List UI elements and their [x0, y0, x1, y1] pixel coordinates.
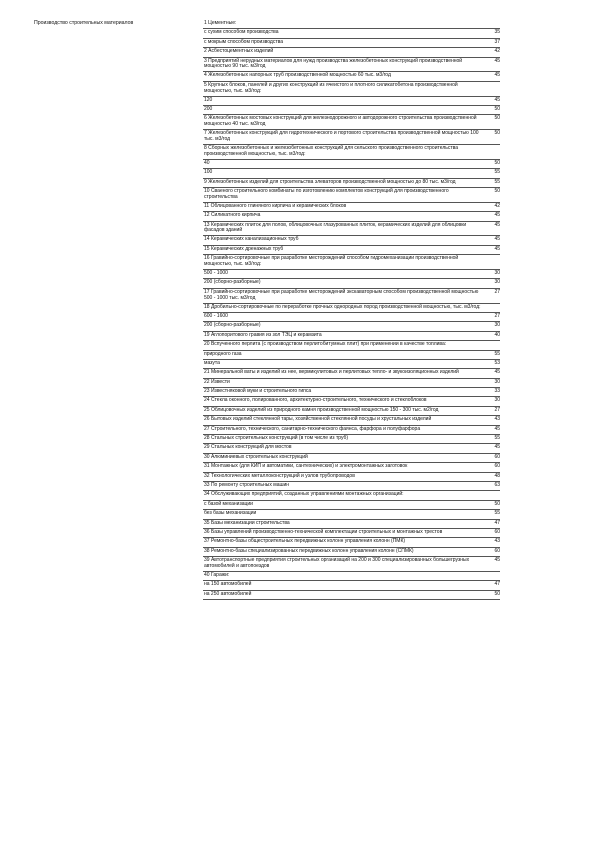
row-value: 50: [494, 130, 500, 137]
table-row: [203, 304, 500, 313]
row-value: 60: [494, 463, 500, 470]
row-label: 30 Алюминиевых строительных конструкций: [204, 453, 308, 460]
row-value: 27: [494, 312, 500, 319]
table-row: [203, 29, 500, 38]
row-value: 45: [494, 236, 500, 243]
row-value: [484, 82, 500, 96]
row-value: 42: [494, 202, 500, 209]
row-label: 16 Гравийно-сортировочные при разработке месторождений способом гидромеханизации производственной мощностью, тыс. м3/год:: [204, 255, 459, 268]
row-label: 40: [204, 159, 210, 166]
row-value: 50: [494, 500, 500, 507]
enterprise-table: [203, 20, 500, 600]
row-value: 55: [494, 435, 500, 442]
table-row: [203, 501, 500, 510]
row-label: 24 Стекла оконного, полированного, архитектурно-строительного, технического и стеклоблоков: [204, 397, 427, 404]
row-value: 40: [494, 331, 500, 338]
row-label: 27 Строительного, технического, санитарно-технического фаянса, фарфора и полуфарфора: [204, 425, 421, 432]
row-label: 35 Базы механизации строительства: [204, 519, 290, 526]
row-label: 9 Железобетонных изделий для строительства элеваторов производственной мощностью до 80 тыс. м3/год: [204, 178, 456, 185]
table-row: [203, 106, 500, 115]
row-value: 45: [494, 221, 500, 228]
row-label: мазута: [204, 359, 220, 366]
row-value: 50: [494, 105, 500, 112]
row-label: 7 Железобетонных конструкций для гидротехнического и портового строительства производственной мощностью 100 тыс. м3/год: [204, 130, 479, 143]
row-label: 38 Ремонтно-базы специализированных передвижных колонн управления колонн (СПМК): [204, 547, 414, 554]
row-value: [484, 145, 500, 159]
row-label: 2 Асбестоцементных изделий: [204, 48, 274, 55]
row-label: с базой механизации: [204, 500, 253, 507]
table-row: [203, 435, 500, 444]
row-label: 34 Обслуживающих предприятий, созданных управлениями монтажных организаций:: [204, 491, 404, 498]
table-row: [203, 20, 500, 29]
row-label: 14 Керамических канализационных труб: [204, 236, 299, 243]
row-value: 42: [494, 48, 500, 55]
table-row: [203, 332, 500, 341]
table-row: [203, 188, 500, 203]
table-row: [203, 322, 500, 331]
row-label: 36 Базы управлений производственно-технической комплектации строительных и монтажных трестов: [204, 528, 443, 535]
table-row: [203, 313, 500, 322]
row-value: 55: [494, 178, 500, 185]
table-row: [203, 454, 500, 463]
row-value: 47: [494, 519, 500, 526]
row-value: 53: [494, 359, 500, 366]
row-label: 6 Железобетонных мостовых конструкций для железнодорожного и автодорожного строительства производственной мощностью 40 тыс. м3/год: [204, 115, 477, 128]
row-label: 200 (сборно-разборные): [204, 322, 261, 329]
row-label: 22 Извести: [204, 378, 230, 385]
row-value: 37: [494, 38, 500, 45]
row-label: 33 По ремонту строительных машин: [204, 481, 290, 488]
row-value: 48: [494, 472, 500, 479]
table-row: [203, 548, 500, 557]
row-value: 45: [494, 369, 500, 376]
table-row: [203, 48, 500, 57]
table-row: [203, 222, 500, 237]
table-row: [203, 463, 500, 472]
row-value: 30: [494, 269, 500, 276]
row-label: 5 Крупных блоков, панелей и других конструкций из ячеистого и плотного силикатобетона производственной мощностью, тыс. м3/год:: [204, 81, 458, 94]
row-label: 500 - 1000: [204, 269, 228, 276]
table-row: [203, 39, 500, 48]
row-label: 11 Облицованного глиняного кирпича и керамических блоков: [204, 202, 347, 209]
table-row: [203, 270, 500, 279]
row-value: 50: [494, 159, 500, 166]
table-row: [203, 212, 500, 221]
row-value: [484, 20, 500, 28]
row-label: 28 Стальных строительных конструкций (в том числе из труб): [204, 435, 349, 442]
row-value: [484, 255, 500, 269]
table-row: [203, 473, 500, 482]
table-row: [203, 82, 500, 97]
row-label: 3 Предприятий нерудных материалов для нужд производства железобетонных конструкций производственной мощностью 90 тыс. м3/год: [204, 57, 463, 70]
row-value: 47: [494, 581, 500, 588]
table-row: [203, 341, 500, 350]
row-label: 100: [204, 169, 213, 176]
table-row: [203, 369, 500, 378]
row-label: 26 Бытовых изделий стеклянной тары, хозяйственной стеклянной посуды и хрустальных изделий: [204, 416, 432, 423]
row-value: 60: [494, 453, 500, 460]
row-label: 4 Железобетонных напорных труб производственной мощностью 60 тыс. м3/год: [204, 72, 391, 79]
row-label: природного газа: [204, 350, 242, 357]
row-value: 45: [494, 425, 500, 432]
row-label: 17 Гравийно-сортировочные при разработке месторождений экскаваторным способом производственной мощностью 500 - 1000 тыс. м3/год: [204, 288, 479, 301]
row-value: 30: [494, 322, 500, 329]
table-row: [203, 58, 500, 73]
table-row: [203, 246, 500, 255]
row-label: 200: [204, 105, 213, 112]
row-label: 40 Гаражи:: [204, 571, 230, 578]
table-row: [203, 97, 500, 106]
table-row: [203, 236, 500, 245]
row-value: 30: [494, 397, 500, 404]
table-row: [203, 388, 500, 397]
category-label: Производство строительных материалов: [34, 20, 134, 26]
row-value: 63: [494, 481, 500, 488]
row-label: без базы механизации: [204, 510, 257, 517]
row-value: 27: [494, 406, 500, 413]
row-label: 12 Силикатного кирпича: [204, 212, 261, 219]
row-value: 30: [494, 378, 500, 385]
row-label: 23 Известняковой муки и строительного гипса: [204, 388, 312, 395]
row-label: 29 Стальных конструкций для мостов: [204, 444, 292, 451]
row-value: 43: [494, 538, 500, 545]
table-row: [203, 289, 500, 304]
row-value: 55: [494, 169, 500, 176]
row-value: 45: [494, 212, 500, 219]
table-row: [203, 130, 500, 145]
row-value: 50: [494, 187, 500, 194]
row-label: 32 Технологических металлоконструкций и узлов трубопроводов: [204, 472, 355, 479]
row-value: 50: [494, 115, 500, 122]
row-label: 25 Облицовочных изделий из природного камня производственной мощностью 150 - 300 тыс. м2/год: [204, 406, 439, 413]
row-label: на 150 автомобилей: [204, 581, 252, 588]
row-label: с сухим способом производства: [204, 29, 279, 36]
table-row: [203, 160, 500, 169]
row-value: 33: [494, 388, 500, 395]
row-value: 60: [494, 547, 500, 554]
table-row: [203, 557, 500, 572]
row-value: 45: [494, 557, 500, 564]
row-label: 120: [204, 96, 213, 103]
row-label: 600 - 1600: [204, 312, 228, 319]
table-row: [203, 360, 500, 369]
table-row: [203, 145, 500, 160]
row-value: 60: [494, 528, 500, 535]
table-row: [203, 169, 500, 178]
table-row: [203, 538, 500, 547]
row-label: 15 Керамических дренажных труб: [204, 245, 284, 252]
row-value: [484, 304, 500, 312]
row-label: 18 Дробильно-сортировочные по переработке прочных однородных пород производственной мощностью, тыс. м3/год:: [204, 303, 481, 310]
table-row: [203, 444, 500, 453]
row-label: 200 (сборно-разборные): [204, 279, 261, 286]
table-row: [203, 179, 500, 188]
row-value: [484, 572, 500, 580]
table-row: [203, 407, 500, 416]
row-value: 45: [494, 96, 500, 103]
row-value: 45: [494, 245, 500, 252]
row-label: на 250 автомобилей: [204, 590, 252, 597]
table-row: [203, 203, 500, 212]
row-label: 10 Сваеного строительного комбинаты по изготовлению комплектов конструкций для производственного строительства: [204, 187, 449, 200]
row-value: 45: [494, 444, 500, 451]
row-label: 37 Ремонтно-базы общестроительных передвижных колонн управления колонн (ПМК): [204, 538, 406, 545]
row-value: 45: [494, 57, 500, 64]
row-label: с мокрым способом производства: [204, 38, 284, 45]
row-value: 43: [494, 416, 500, 423]
row-label: 1 Цементные:: [204, 20, 237, 26]
row-value: 45: [494, 72, 500, 79]
table-row: [203, 581, 500, 590]
row-label: 20 Вспученного перлита (с производством перлитобитумных плит) при применении в качестве топлива:: [204, 341, 447, 348]
row-label: 13 Керамических плиток для полов, облицовочных глазурованных плиток, керамических изделий для облицовки фасадов зданий: [204, 221, 467, 234]
row-label: 8 Сборных железобетонных и железобетонных конструкций для сельского производственного строительства производственной мощностью, тыс. м3/год:: [204, 144, 459, 157]
table-row: [203, 115, 500, 130]
table-row: [203, 379, 500, 388]
row-label: 39 Автотранспортные предприятия строительных организаций на 200 и 300 специализированных большегрузных автомобилей и автопоездов: [204, 557, 470, 570]
table-row: [203, 397, 500, 406]
table-row: [203, 255, 500, 270]
row-value: 50: [494, 590, 500, 597]
table-row: [203, 351, 500, 360]
row-value: [484, 341, 500, 349]
table-row: [203, 491, 500, 500]
row-label: 21 Минеральной ваты и изделий из нее, вермикулитовых и перлитовых тепло- и звукоизоляционных изделий: [204, 369, 459, 376]
row-value: 30: [494, 279, 500, 286]
row-value: 35: [494, 29, 500, 36]
row-value: 27: [494, 288, 500, 295]
table-row: [203, 482, 500, 491]
table-row: [203, 591, 500, 600]
row-label: 31 Монтажных (для КИП и автоматики, сантехнических) и электромонтажных заготовок: [204, 463, 408, 470]
table-row: [203, 279, 500, 288]
row-value: 55: [494, 510, 500, 517]
table-row: [203, 426, 500, 435]
table-row: [203, 529, 500, 538]
table-row: [203, 520, 500, 529]
table-row: [203, 416, 500, 425]
row-value: 55: [494, 350, 500, 357]
row-value: [484, 491, 500, 499]
table-row: [203, 72, 500, 81]
table-row: [203, 572, 500, 581]
table-row: [203, 510, 500, 519]
row-label: 19 Аглопоритового гравия из зол ТЭЦ и керамзита: [204, 331, 322, 338]
